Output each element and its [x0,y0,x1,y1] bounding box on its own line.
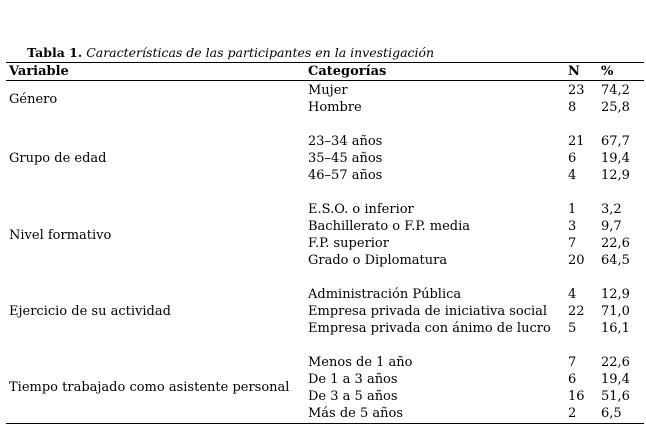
category-cell: E.S.O. o inferior [308,202,414,217]
category-cell: De 3 a 5 años [308,389,398,404]
table-top-rule [6,62,644,63]
pct-cell: 16,1 [601,321,630,336]
n-cell: 23 [568,83,585,98]
n-cell: 16 [568,389,585,404]
table-bottom-rule [6,423,644,424]
pct-cell: 19,4 [601,151,630,166]
pct-cell: 51,6 [601,389,630,404]
category-cell: Menos de 1 año [308,355,413,370]
pct-cell: 22,6 [601,236,630,251]
header-categorias: Categorías [308,64,387,79]
pct-cell: 6,5 [601,406,622,421]
pct-cell: 12,9 [601,287,630,302]
header-pct: % [601,64,614,79]
category-cell: Empresa privada de iniciativa social [308,304,548,319]
category-cell: F.P. superior [308,236,389,251]
category-cell: Más de 5 años [308,406,404,421]
caption-title: Características de las participantes en la investigación [86,45,435,60]
category-cell: 35–45 años [308,151,383,166]
n-cell: 8 [568,100,577,115]
category-cell: Mujer [308,83,348,98]
category-cell: Administración Pública [308,287,462,302]
n-cell: 3 [568,219,577,234]
category-cell: Hombre [308,100,362,115]
table-header-rule [6,80,644,81]
group-variable: Ejercicio de su actividad [9,304,171,319]
pct-cell: 67,7 [601,134,630,149]
n-cell: 6 [568,151,577,166]
n-cell: 2 [568,406,577,421]
pct-cell: 74,2 [601,83,630,98]
n-cell: 4 [568,287,577,302]
category-cell: Bachillerato o F.P. media [308,219,470,234]
pct-cell: 22,6 [601,355,630,370]
pct-cell: 12,9 [601,168,630,183]
category-cell: Grado o Diplomatura [308,253,448,268]
pct-cell: 19,4 [601,372,630,387]
n-cell: 20 [568,253,585,268]
pct-cell: 25,8 [601,100,630,115]
category-cell: 23–34 años [308,134,383,149]
header-n: N [568,64,580,79]
n-cell: 6 [568,372,577,387]
pct-cell: 64,5 [601,253,630,268]
category-cell: De 1 a 3 años [308,372,398,387]
n-cell: 7 [568,355,577,370]
n-cell: 21 [568,134,585,149]
pct-cell: 9,7 [601,219,622,234]
category-cell: 46–57 años [308,168,383,183]
group-variable: Género [9,92,58,107]
table-caption [27,45,434,60]
group-variable: Nivel formativo [9,228,112,243]
n-cell: 5 [568,321,577,336]
pct-cell: 71,0 [601,304,630,319]
n-cell: 4 [568,168,577,183]
caption-label: Tabla 1. [27,45,83,60]
group-variable: Grupo de edad [9,151,107,166]
category-cell: Empresa privada con ánimo de lucro [308,321,551,336]
n-cell: 22 [568,304,585,319]
header-variable: Variable [9,64,69,79]
pct-cell: 3,2 [601,202,622,217]
group-variable: Tiempo trabajado como asistente personal [9,380,290,395]
n-cell: 1 [568,202,577,217]
n-cell: 7 [568,236,577,251]
